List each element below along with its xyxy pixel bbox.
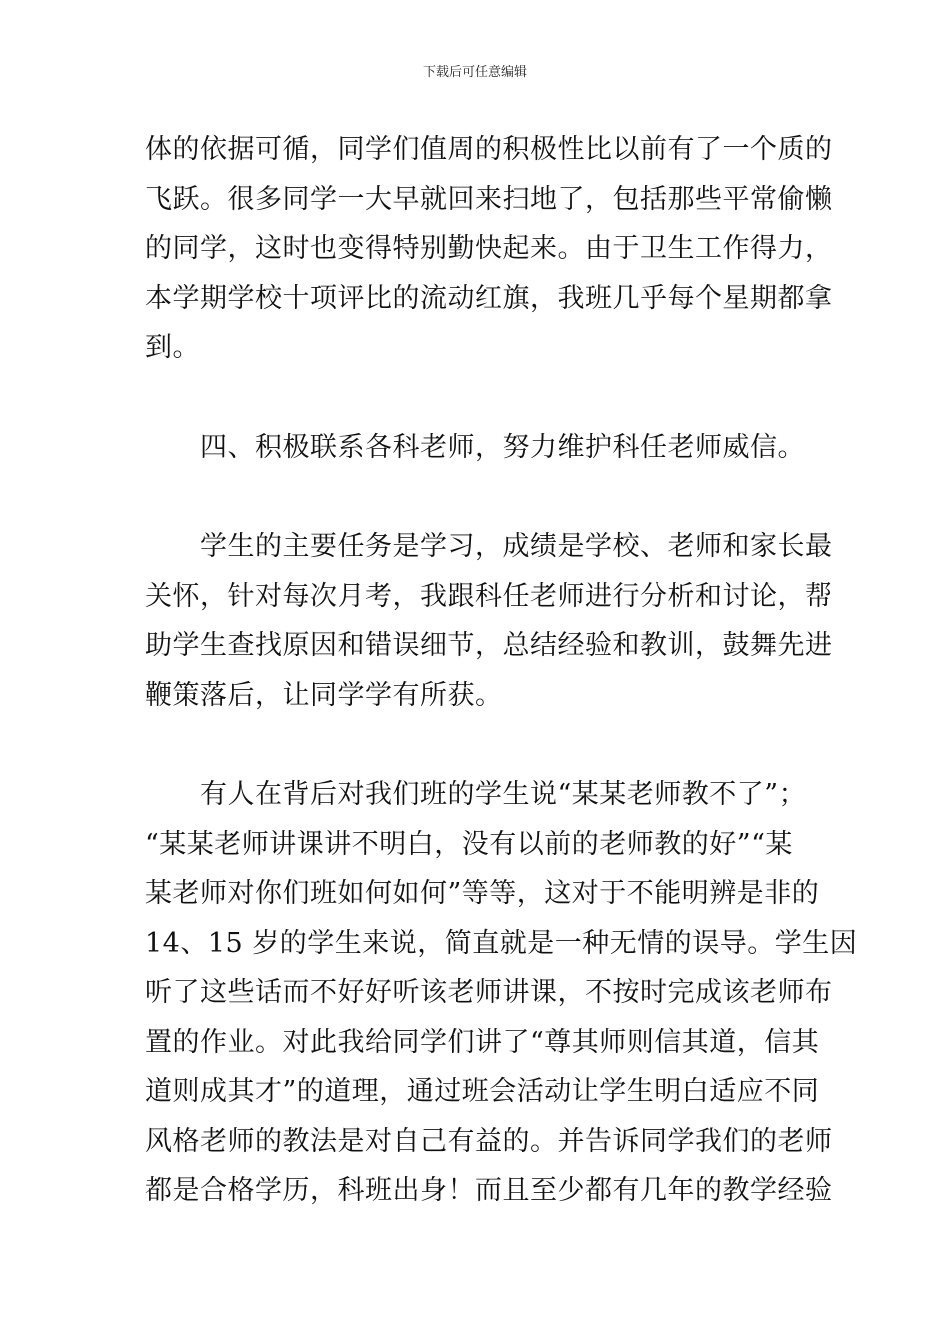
text-line: 的同学，这时也变得特别勤快起来。由于卫生工作得力， [145, 233, 833, 264]
text-line: 14、15 岁的学生来说，简直就是一种无情的误导。学生因 [145, 927, 858, 959]
text-line: 有人在背后对我们班的学生说“某某老师教不了”； [145, 779, 807, 810]
text-line: “某某老师讲课讲不明白，没有以前的老师教的好”“某 [145, 828, 793, 860]
text-line: 到。 [145, 332, 200, 363]
text-line: 飞跃。很多同学一大早就回来扫地了，包括那些平常偷懒 [145, 183, 833, 215]
text-line: 听了这些话而不好好听该老师讲课，不按时完成该老师布 [145, 977, 833, 1008]
text-line: 体的依据可循，同学们值周的积极性比以前有了一个质的 [145, 134, 833, 165]
text-line: 鞭策落后，让同学学有所获。 [145, 679, 503, 711]
text-line: 某老师对你们班如何如何”等等，这对于不能明辨是非的 [145, 878, 820, 909]
text-line: 学生的主要任务是学习，成绩是学校、老师和家长最 [145, 531, 833, 562]
document-body [145, 125, 858, 1216]
text-line: 风格老师的教法是对自己有益的。并告诉同学我们的老师 [145, 1125, 833, 1157]
section-heading: 四、积极联系各科老师，努力维护科任老师威信。 [145, 431, 805, 463]
text-line: 关怀，针对每次月考，我跟科任老师进行分析和讨论，帮 [145, 580, 833, 612]
text-line: 助学生查找原因和错误细节，总结经验和教训，鼓舞先进 [145, 630, 833, 661]
page-header-note: 下载后可任意编辑 [422, 65, 527, 80]
text-line: 道则成其才”的道理，通过班会活动让学生明白适应不同 [145, 1076, 820, 1107]
text-line: 都是合格学历，科班出身！而且至少都有几年的教学经验 [145, 1175, 833, 1206]
text-line: 置的作业。对此我给同学们讲了“尊其师则信其道，信其 [145, 1026, 820, 1058]
text-line: 本学期学校十项评比的流动红旗，我班几乎每个星期都拿 [145, 282, 833, 314]
